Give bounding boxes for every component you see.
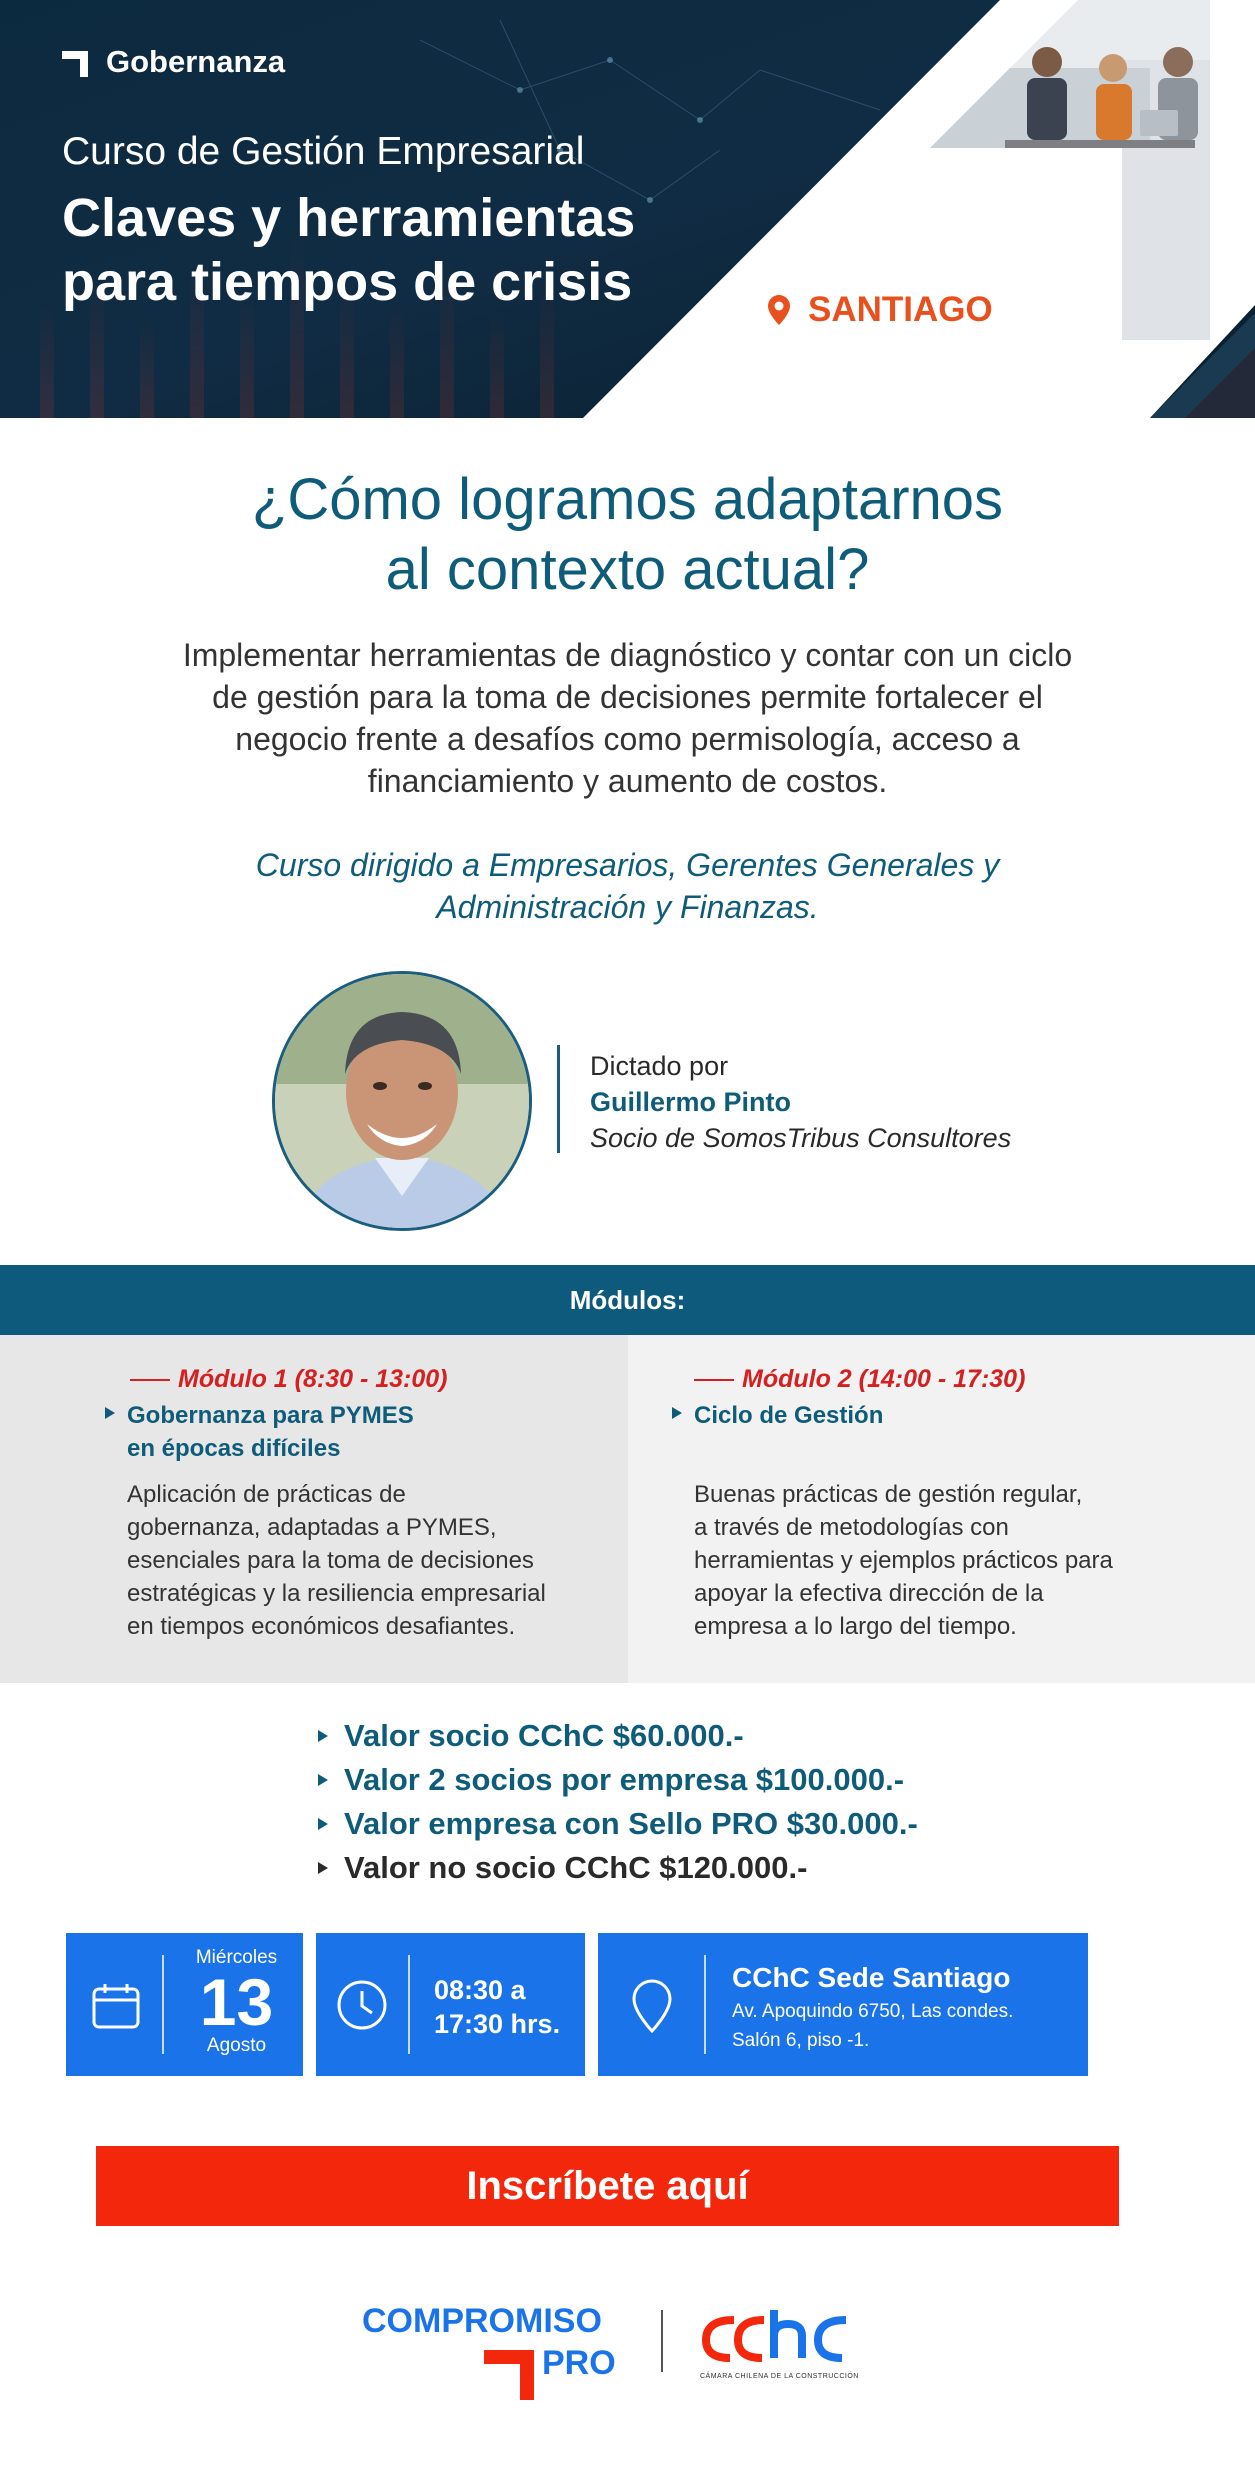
clock-icon — [336, 1979, 388, 2031]
course-title-line: Claves y herramientas — [62, 188, 636, 248]
module-header-text: Módulo 1 (8:30 - 13:00) — [178, 1365, 448, 1393]
modules-heading: Módulos: — [0, 1265, 1255, 1335]
price-list — [318, 1714, 918, 1890]
pro-arrow-icon — [484, 2344, 540, 2400]
target-audience — [140, 844, 1115, 928]
module-desc-line: Buenas prácticas de gestión regular, — [694, 1481, 1083, 1508]
intro-line: de gestión para la toma de decisiones permite fortalecer el — [212, 679, 1043, 715]
audience-line: Administración y Finanzas. — [436, 889, 819, 925]
time-line: 17:30 hrs. — [434, 2009, 561, 2039]
module-title-line: Gobernanza para PYMES — [127, 1402, 414, 1429]
price-text: Valor 2 socios por empresa $100.000.- — [344, 1762, 905, 1797]
module-desc-line: empresa a lo largo del tiempo. — [694, 1613, 1017, 1640]
location-text: SANTIAGO — [808, 290, 993, 329]
module-desc-line: Aplicación de prácticas de — [127, 1481, 406, 1508]
module-desc-line: en tiempos económicos desafiantes. — [127, 1613, 516, 1640]
bullet-triangle-icon — [318, 1774, 328, 1786]
main-question-line: al contexto actual? — [385, 537, 870, 602]
date-display — [170, 1947, 303, 2057]
module-title-line: en épocas difíciles — [127, 1435, 341, 1462]
course-title-line: para tiempos de crisis — [62, 252, 633, 312]
module-desc-line: apoyar la efectiva dirección de la — [694, 1580, 1044, 1607]
main-question — [0, 465, 1255, 605]
venue-address: Av. Apoquindo 6750, Las condes. — [732, 2001, 1014, 2022]
module-title-line: Ciclo de Gestión — [694, 1402, 884, 1429]
brand-name: Gobernanza — [106, 44, 286, 79]
price-text: Valor no socio CChC $120.000.- — [344, 1850, 808, 1885]
hero-banner — [0, 0, 1255, 418]
cchc-tagline: CÁMARA CHILENA DE LA CONSTRUCCIÓN — [700, 2373, 859, 2380]
module-header-text: Módulo 2 (14:00 - 17:30) — [742, 1365, 1026, 1393]
course-title — [62, 186, 742, 314]
map-pin-icon — [768, 295, 790, 325]
bullet-triangle-icon — [672, 1407, 682, 1419]
bullet-triangle-icon — [318, 1818, 328, 1830]
price-item — [318, 1802, 918, 1846]
venue-display — [732, 1959, 1013, 2055]
main-question-line: ¿Cómo logramos adaptarnos — [251, 467, 1004, 532]
speaker-role: Socio de SomosTribus Consultores — [590, 1123, 1012, 1153]
module-desc-line: herramientas y ejemplos prácticos para — [694, 1547, 1113, 1574]
location-pin-icon — [632, 1979, 672, 2033]
bullet-triangle-icon — [318, 1862, 328, 1874]
bullet-triangle-icon — [318, 1730, 328, 1742]
box-separator — [704, 1955, 706, 2054]
venue-name: CChC Sede Santiago — [732, 1962, 1011, 1993]
location-label — [768, 290, 993, 330]
calendar-icon — [92, 1983, 140, 2029]
brand-logo — [62, 44, 285, 80]
speaker-portrait-image — [275, 974, 529, 1228]
module-card — [0, 1335, 628, 1683]
date-day: 13 — [199, 1965, 274, 2039]
box-separator — [408, 1955, 410, 2054]
module-desc-line: gobernanza, adaptadas a PYMES, — [127, 1514, 497, 1541]
time-line: 08:30 a — [434, 1975, 526, 2005]
module-description — [694, 1478, 1113, 1643]
speaker-name: Guillermo Pinto — [590, 1087, 792, 1117]
intro-line: Implementar herramientas de diagnóstico y contar con un ciclo — [182, 637, 1073, 673]
time-display — [434, 1973, 560, 2041]
module-header — [694, 1365, 1025, 1394]
course-subtitle: Curso de Gestión Empresarial — [62, 130, 585, 173]
module-desc-line: esenciales para la toma de decisiones — [127, 1547, 534, 1574]
logo-text-pro: PRO — [542, 2344, 616, 2382]
date-box — [66, 1933, 303, 2076]
compromiso-pro-logo — [362, 2300, 620, 2400]
module-description — [127, 1478, 546, 1643]
cchc-logo-mark — [700, 2310, 860, 2366]
audience-line: Curso dirigido a Empresarios, Gerentes Generales y — [255, 847, 1000, 883]
logo-text-compromiso: COMPROMISO — [362, 2302, 602, 2340]
price-item — [318, 1714, 918, 1758]
module-desc-line: estratégicas y la resiliencia empresarial — [127, 1580, 546, 1607]
time-box — [316, 1933, 585, 2076]
module-header-rule — [694, 1379, 734, 1381]
module-title — [694, 1399, 883, 1432]
speaker-info — [590, 1048, 1011, 1156]
intro-line: negocio frente a desafíos como permisología, acceso a — [235, 721, 1020, 757]
price-text: Valor socio CChC $60.000.- — [344, 1718, 744, 1753]
speaker-divider — [557, 1045, 560, 1153]
venue-box — [598, 1933, 1088, 2076]
box-separator — [162, 1955, 164, 2054]
module-desc-line: a través de metodologías con — [694, 1514, 1009, 1541]
module-header-rule — [130, 1379, 170, 1381]
venue-room: Salón 6, piso -1. — [732, 2030, 870, 2051]
intro-paragraph — [110, 634, 1145, 802]
speaker-label: Dictado por — [590, 1051, 729, 1081]
bullet-triangle-icon — [105, 1407, 115, 1419]
brand-mark-icon — [62, 47, 92, 77]
module-card — [628, 1335, 1255, 1683]
intro-line: financiamiento y aumento de costos. — [367, 763, 888, 799]
price-item — [318, 1846, 918, 1890]
date-weekday: Miércoles — [195, 1947, 278, 1968]
price-item — [318, 1758, 918, 1802]
date-month: Agosto — [206, 2035, 267, 2056]
module-header — [130, 1365, 448, 1394]
cchc-logo — [700, 2310, 860, 2380]
price-text: Valor empresa con Sello PRO $30.000.- — [344, 1806, 918, 1841]
register-button[interactable]: Inscríbete aquí — [96, 2146, 1119, 2226]
module-title — [127, 1399, 414, 1465]
logo-divider — [661, 2310, 663, 2372]
speaker-photo — [272, 971, 532, 1231]
